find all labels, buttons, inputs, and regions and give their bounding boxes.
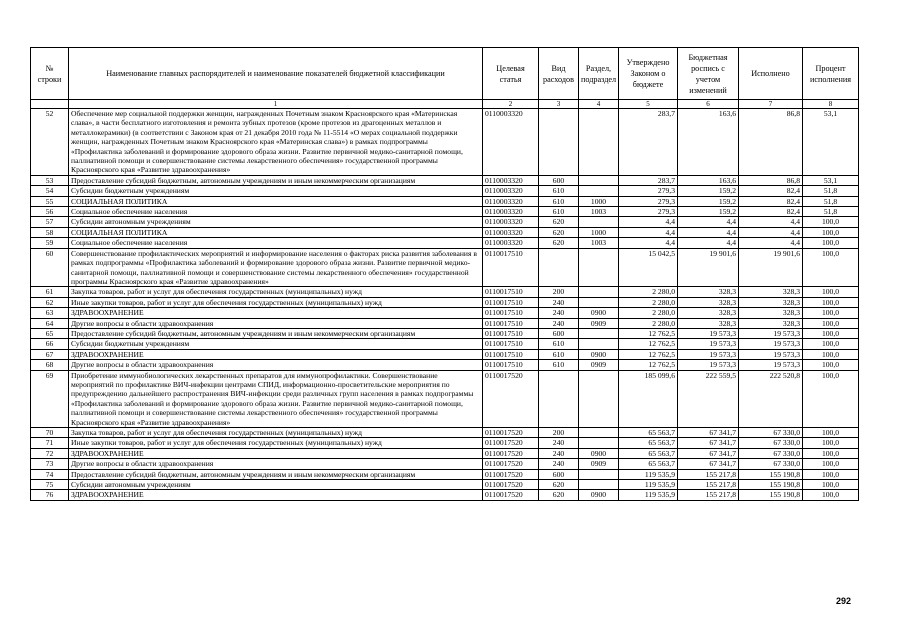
row-target-article: 0110017520 xyxy=(483,469,539,479)
row-target-article: 0110003320 xyxy=(483,227,539,237)
row-planned: 328,3 xyxy=(678,308,739,318)
row-number: 66 xyxy=(31,339,69,349)
page-number: 292 xyxy=(836,596,852,606)
row-expense-kind: 620 xyxy=(539,238,579,248)
row-expense-kind: 610 xyxy=(539,349,579,359)
row-expense-kind: 200 xyxy=(539,428,579,438)
row-executed: 222 520,8 xyxy=(739,370,803,427)
row-name: ЗДРАВООХРАНЕНИЕ xyxy=(69,490,483,500)
row-planned: 328,3 xyxy=(678,318,739,328)
row-executed: 82,4 xyxy=(739,196,803,206)
row-percent: 100,0 xyxy=(803,349,859,359)
row-planned: 159,2 xyxy=(678,196,739,206)
row-section xyxy=(579,370,619,427)
row-executed: 86,8 xyxy=(739,175,803,185)
table-row xyxy=(31,196,859,206)
row-approved: 12 762,5 xyxy=(619,339,678,349)
row-expense-kind: 620 xyxy=(539,480,579,490)
row-planned: 155 217,8 xyxy=(678,480,739,490)
row-section: 1003 xyxy=(579,238,619,248)
row-section xyxy=(579,480,619,490)
row-name: Обеспечение мер социальной поддержки женщин, награжденных Почетным знаком Красноярского края «Материнская слава», в части бесплатного изготовления и ремонта зубных протезов (кроме протезов из драгоценных металлов и металлокерамики) (в соответствии с Законом края от 21 декабря 2010 года № 11-5514 «О мерах социальной поддержки женщин, награжденных Почетным знаком Красноярского края «Материнская слава») в рамках подпрограммы «Профилактика заболеваний и формирование здорового образа жизни. Развитие первичной медико-санитарной помощи, паллиативной помощи и совершенствование системы лекарственного обеспечения» государственной программы Красноярского края «Развитие здравоохранения» xyxy=(69,109,483,176)
row-number: 55 xyxy=(31,196,69,206)
row-executed: 328,3 xyxy=(739,308,803,318)
row-expense-kind: 610 xyxy=(539,186,579,196)
row-executed: 4,4 xyxy=(739,238,803,248)
row-name: ЗДРАВООХРАНЕНИЕ xyxy=(69,448,483,458)
row-section xyxy=(579,328,619,338)
table-row xyxy=(31,480,859,490)
row-planned: 19 573,3 xyxy=(678,328,739,338)
row-planned: 19 573,3 xyxy=(678,349,739,359)
row-percent: 100,0 xyxy=(803,238,859,248)
table-row xyxy=(31,248,859,287)
row-section: 1000 xyxy=(579,196,619,206)
row-percent: 100,0 xyxy=(803,448,859,458)
row-section xyxy=(579,217,619,227)
row-number: 69 xyxy=(31,370,69,427)
row-executed: 328,3 xyxy=(739,287,803,297)
row-expense-kind: 620 xyxy=(539,227,579,237)
row-expense-kind: 240 xyxy=(539,438,579,448)
table-row xyxy=(31,318,859,328)
row-approved: 15 042,5 xyxy=(619,248,678,287)
row-name: ЗДРАВООХРАНЕНИЕ xyxy=(69,349,483,359)
row-expense-kind xyxy=(539,370,579,427)
row-target-article: 0110017520 xyxy=(483,438,539,448)
row-name: Закупка товаров, работ и услуг для обеспечения государственных (муниципальных) нужд xyxy=(69,287,483,297)
row-number: 72 xyxy=(31,448,69,458)
row-percent: 100,0 xyxy=(803,217,859,227)
row-name: СОЦИАЛЬНАЯ ПОЛИТИКА xyxy=(69,196,483,206)
row-percent: 51,8 xyxy=(803,207,859,217)
row-section xyxy=(579,297,619,307)
row-number: 73 xyxy=(31,459,69,469)
row-planned: 159,2 xyxy=(678,207,739,217)
row-expense-kind: 610 xyxy=(539,207,579,217)
row-planned: 328,3 xyxy=(678,297,739,307)
row-target-article: 0110017510 xyxy=(483,318,539,328)
row-section xyxy=(579,109,619,176)
table-row xyxy=(31,308,859,318)
row-name: Закупка товаров, работ и услуг для обеспечения государственных (муниципальных) нужд xyxy=(69,428,483,438)
row-approved: 119 535,9 xyxy=(619,480,678,490)
row-expense-kind xyxy=(539,109,579,176)
row-expense-kind: 240 xyxy=(539,318,579,328)
row-number: 53 xyxy=(31,175,69,185)
row-approved: 4,4 xyxy=(619,227,678,237)
col-index: 5 xyxy=(619,100,678,109)
row-expense-kind: 240 xyxy=(539,448,579,458)
row-percent: 100,0 xyxy=(803,339,859,349)
row-section xyxy=(579,428,619,438)
row-percent: 100,0 xyxy=(803,287,859,297)
row-name: Приобретение иммунобиологических лекарственных препаратов для иммунопрофилактики. Совершенствование мероприятий по профилактике ВИЧ-инфекции центрами СПИД, информационно-просветительские мероприятия по предупреждению дальнейшего распространения ВИЧ-инфекции среди различных групп населения в рамках подпрограммы «Профилактика заболеваний и формирование здорового образа жизни. Развитие первичной медико-санитарной помощи, паллиативной помощи и совершенствование системы лекарственного обеспечения» государственной программы Красноярского края «Развитие здравоохранения» xyxy=(69,370,483,427)
row-section: 0909 xyxy=(579,360,619,370)
row-planned: 19 573,3 xyxy=(678,339,739,349)
row-executed: 4,4 xyxy=(739,227,803,237)
row-approved: 65 563,7 xyxy=(619,448,678,458)
row-target-article: 0110003320 xyxy=(483,175,539,185)
row-name: ЗДРАВООХРАНЕНИЕ xyxy=(69,308,483,318)
table-row xyxy=(31,370,859,427)
column-index-row xyxy=(31,100,859,109)
row-target-article: 0110003320 xyxy=(483,238,539,248)
row-name: Субсидии бюджетным учреждениям xyxy=(69,186,483,196)
row-executed: 19 573,3 xyxy=(739,339,803,349)
row-approved: 119 535,9 xyxy=(619,469,678,479)
row-expense-kind: 610 xyxy=(539,196,579,206)
row-planned: 67 341,7 xyxy=(678,448,739,458)
row-executed: 67 330,0 xyxy=(739,428,803,438)
row-planned: 67 341,7 xyxy=(678,428,739,438)
row-percent: 100,0 xyxy=(803,459,859,469)
row-target-article: 0110003320 xyxy=(483,207,539,217)
row-number: 54 xyxy=(31,186,69,196)
col-index: 4 xyxy=(579,100,619,109)
row-name: Другие вопросы в области здравоохранения xyxy=(69,360,483,370)
row-number: 63 xyxy=(31,308,69,318)
row-target-article: 0110017520 xyxy=(483,480,539,490)
row-number: 64 xyxy=(31,318,69,328)
row-name: Другие вопросы в области здравоохранения xyxy=(69,459,483,469)
row-name: Социальное обеспечение населения xyxy=(69,238,483,248)
row-executed: 19 901,6 xyxy=(739,248,803,287)
row-section: 0900 xyxy=(579,448,619,458)
row-planned: 4,4 xyxy=(678,227,739,237)
row-number: 52 xyxy=(31,109,69,176)
col-index: 1 xyxy=(69,100,483,109)
row-section xyxy=(579,438,619,448)
table-row xyxy=(31,217,859,227)
row-section: 0900 xyxy=(579,349,619,359)
row-name: Субсидии бюджетным учреждениям xyxy=(69,339,483,349)
row-executed: 19 573,3 xyxy=(739,328,803,338)
row-section: 0909 xyxy=(579,318,619,328)
row-executed: 155 190,8 xyxy=(739,490,803,500)
row-percent: 100,0 xyxy=(803,328,859,338)
row-number: 68 xyxy=(31,360,69,370)
row-number: 61 xyxy=(31,287,69,297)
row-number: 67 xyxy=(31,349,69,359)
row-target-article: 0110017520 xyxy=(483,370,539,427)
row-target-article: 0110017520 xyxy=(483,490,539,500)
col-index: 8 xyxy=(803,100,859,109)
row-approved: 65 563,7 xyxy=(619,428,678,438)
row-approved: 2 280,0 xyxy=(619,308,678,318)
row-number: 75 xyxy=(31,480,69,490)
row-approved: 12 762,5 xyxy=(619,328,678,338)
table-row xyxy=(31,448,859,458)
row-name: Социальное обеспечение населения xyxy=(69,207,483,217)
col-header-name: Наименование главных распорядителей и наименование показателей бюджетной классификации xyxy=(69,48,483,100)
row-executed: 19 573,3 xyxy=(739,360,803,370)
row-approved: 2 280,0 xyxy=(619,287,678,297)
row-approved: 12 762,5 xyxy=(619,360,678,370)
row-name: Субсидии автономным учреждениям xyxy=(69,480,483,490)
row-expense-kind: 610 xyxy=(539,360,579,370)
col-index: 3 xyxy=(539,100,579,109)
table-row xyxy=(31,227,859,237)
row-section xyxy=(579,186,619,196)
col-index: 6 xyxy=(678,100,739,109)
col-header-approved: Утверждено Законом о бюджете xyxy=(619,48,678,100)
row-expense-kind: 620 xyxy=(539,490,579,500)
row-expense-kind: 240 xyxy=(539,459,579,469)
row-name: Совершенствование профилактических мероприятий и информирование населения о факторах риска развития заболевания в рамках подпрограммы «Профилактика заболеваний и формирование здорового образа жизни. Развитие первичной медико-санитарной помощи, паллиативной помощи и совершенствование системы лекарственного обеспечения» государственной программы Красноярского края «Развитие здравоохранения» xyxy=(69,248,483,287)
row-percent: 100,0 xyxy=(803,370,859,427)
row-name: Субсидии автономным учреждениям xyxy=(69,217,483,227)
table-row xyxy=(31,207,859,217)
row-planned: 67 341,7 xyxy=(678,438,739,448)
row-name: Предоставление субсидий бюджетным, автономным учреждениям и иным некоммерческим организациям xyxy=(69,469,483,479)
budget-table xyxy=(30,47,859,501)
row-planned: 4,4 xyxy=(678,217,739,227)
row-planned: 67 341,7 xyxy=(678,459,739,469)
row-approved: 4,4 xyxy=(619,238,678,248)
row-approved: 283,7 xyxy=(619,175,678,185)
table-row xyxy=(31,360,859,370)
row-executed: 4,4 xyxy=(739,217,803,227)
header-row xyxy=(31,48,859,100)
table-row xyxy=(31,349,859,359)
row-target-article: 0110017510 xyxy=(483,328,539,338)
table-row xyxy=(31,339,859,349)
col-header-kind: Вид расходов xyxy=(539,48,579,100)
row-planned: 222 559,5 xyxy=(678,370,739,427)
row-percent: 100,0 xyxy=(803,308,859,318)
table-row xyxy=(31,175,859,185)
row-percent: 53,1 xyxy=(803,109,859,176)
row-name: Иные закупки товаров, работ и услуг для обеспечения государственных (муниципальных) нужд xyxy=(69,438,483,448)
row-percent: 100,0 xyxy=(803,360,859,370)
row-planned: 163,6 xyxy=(678,109,739,176)
table-row xyxy=(31,428,859,438)
row-target-article: 0110003320 xyxy=(483,186,539,196)
row-percent: 100,0 xyxy=(803,318,859,328)
row-executed: 19 573,3 xyxy=(739,349,803,359)
row-name: СОЦИАЛЬНАЯ ПОЛИТИКА xyxy=(69,227,483,237)
table-row xyxy=(31,186,859,196)
row-target-article: 0110017520 xyxy=(483,428,539,438)
row-executed: 155 190,8 xyxy=(739,469,803,479)
row-executed: 67 330,0 xyxy=(739,448,803,458)
row-percent: 100,0 xyxy=(803,227,859,237)
row-number: 70 xyxy=(31,428,69,438)
table-row xyxy=(31,297,859,307)
row-planned: 163,6 xyxy=(678,175,739,185)
row-approved: 283,7 xyxy=(619,109,678,176)
row-executed: 86,8 xyxy=(739,109,803,176)
row-planned: 4,4 xyxy=(678,238,739,248)
row-planned: 19 573,3 xyxy=(678,360,739,370)
row-name: Предоставление субсидий бюджетным, автономным учреждениям и иным некоммерческим организациям xyxy=(69,328,483,338)
row-executed: 328,3 xyxy=(739,297,803,307)
row-target-article: 0110003320 xyxy=(483,217,539,227)
col-index xyxy=(31,100,69,109)
row-target-article: 0110017510 xyxy=(483,339,539,349)
row-section: 1000 xyxy=(579,227,619,237)
row-section xyxy=(579,339,619,349)
row-target-article: 0110017510 xyxy=(483,297,539,307)
row-number: 57 xyxy=(31,217,69,227)
col-index: 2 xyxy=(483,100,539,109)
table-row xyxy=(31,459,859,469)
row-number: 56 xyxy=(31,207,69,217)
table-row xyxy=(31,287,859,297)
col-index: 7 xyxy=(739,100,803,109)
table-row xyxy=(31,469,859,479)
row-target-article: 0110017510 xyxy=(483,287,539,297)
row-percent: 100,0 xyxy=(803,480,859,490)
row-expense-kind: 240 xyxy=(539,297,579,307)
row-executed: 155 190,8 xyxy=(739,480,803,490)
row-section: 0900 xyxy=(579,308,619,318)
row-percent: 51,8 xyxy=(803,196,859,206)
row-expense-kind xyxy=(539,248,579,287)
row-approved: 65 563,7 xyxy=(619,459,678,469)
row-percent: 53,1 xyxy=(803,175,859,185)
row-number: 76 xyxy=(31,490,69,500)
row-target-article: 0110017520 xyxy=(483,459,539,469)
row-percent: 100,0 xyxy=(803,428,859,438)
row-section xyxy=(579,175,619,185)
row-executed: 67 330,0 xyxy=(739,459,803,469)
col-header-no: № строки xyxy=(31,48,69,100)
row-executed: 82,4 xyxy=(739,186,803,196)
row-approved: 279,3 xyxy=(619,186,678,196)
row-planned: 19 901,6 xyxy=(678,248,739,287)
row-approved: 119 535,9 xyxy=(619,490,678,500)
col-header-target: Целевая статья xyxy=(483,48,539,100)
row-number: 74 xyxy=(31,469,69,479)
row-number: 71 xyxy=(31,438,69,448)
row-number: 62 xyxy=(31,297,69,307)
row-number: 65 xyxy=(31,328,69,338)
row-planned: 159,2 xyxy=(678,186,739,196)
col-header-planned: Бюджетная роспись с учетом изменений xyxy=(678,48,739,100)
row-approved: 4,4 xyxy=(619,217,678,227)
row-approved: 12 762,5 xyxy=(619,349,678,359)
row-target-article: 0110017510 xyxy=(483,308,539,318)
row-approved: 65 563,7 xyxy=(619,438,678,448)
row-expense-kind: 600 xyxy=(539,175,579,185)
row-section xyxy=(579,287,619,297)
table-row xyxy=(31,438,859,448)
row-percent: 100,0 xyxy=(803,438,859,448)
row-expense-kind: 600 xyxy=(539,328,579,338)
row-executed: 67 330,0 xyxy=(739,438,803,448)
row-number: 59 xyxy=(31,238,69,248)
row-section: 1003 xyxy=(579,207,619,217)
row-expense-kind: 240 xyxy=(539,308,579,318)
row-section xyxy=(579,248,619,287)
row-number: 60 xyxy=(31,248,69,287)
table-row xyxy=(31,328,859,338)
col-header-executed: Исполнено xyxy=(739,48,803,100)
row-percent: 100,0 xyxy=(803,248,859,287)
table-row xyxy=(31,238,859,248)
row-percent: 51,8 xyxy=(803,186,859,196)
row-name: Другие вопросы в области здравоохранения xyxy=(69,318,483,328)
row-target-article: 0110017510 xyxy=(483,248,539,287)
row-target-article: 0110003320 xyxy=(483,196,539,206)
table-row xyxy=(31,109,859,176)
row-approved: 279,3 xyxy=(619,196,678,206)
row-expense-kind: 200 xyxy=(539,287,579,297)
row-planned: 155 217,8 xyxy=(678,469,739,479)
row-expense-kind: 620 xyxy=(539,217,579,227)
row-target-article: 0110003320 xyxy=(483,109,539,176)
row-approved: 2 280,0 xyxy=(619,297,678,307)
row-approved: 185 099,6 xyxy=(619,370,678,427)
row-planned: 328,3 xyxy=(678,287,739,297)
row-name: Иные закупки товаров, работ и услуг для обеспечения государственных (муниципальных) нужд xyxy=(69,297,483,307)
row-target-article: 0110017510 xyxy=(483,360,539,370)
row-target-article: 0110017520 xyxy=(483,448,539,458)
row-expense-kind: 610 xyxy=(539,339,579,349)
col-header-section: Раздел, подраздел xyxy=(579,48,619,100)
row-name: Предоставление субсидий бюджетным, автономным учреждениям и иным некоммерческим организациям xyxy=(69,175,483,185)
row-target-article: 0110017510 xyxy=(483,349,539,359)
row-approved: 2 280,0 xyxy=(619,318,678,328)
row-executed: 82,4 xyxy=(739,207,803,217)
row-section: 0909 xyxy=(579,459,619,469)
row-section: 0900 xyxy=(579,490,619,500)
row-percent: 100,0 xyxy=(803,297,859,307)
row-expense-kind: 600 xyxy=(539,469,579,479)
row-section xyxy=(579,469,619,479)
row-number: 58 xyxy=(31,227,69,237)
row-approved: 279,3 xyxy=(619,207,678,217)
col-header-percent: Процент исполнения xyxy=(803,48,859,100)
row-percent: 100,0 xyxy=(803,490,859,500)
row-planned: 155 217,8 xyxy=(678,490,739,500)
row-executed: 328,3 xyxy=(739,318,803,328)
row-percent: 100,0 xyxy=(803,469,859,479)
table-row xyxy=(31,490,859,500)
